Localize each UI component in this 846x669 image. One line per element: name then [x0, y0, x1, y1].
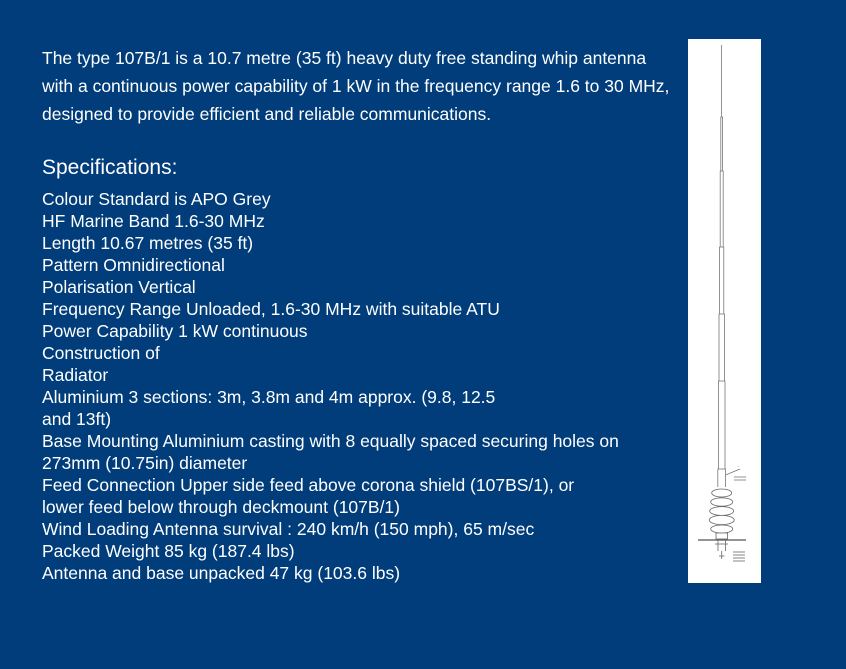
spec-line: Wind Loading Antenna survival : 240 km/h (150 mph), 65 m/sec: [42, 519, 535, 539]
spec-line: Packed Weight 85 kg (187.4 lbs): [42, 541, 295, 561]
spec-line: Feed Connection Upper side feed above corona shield (107BS/1), or: [42, 475, 575, 495]
svg-text:~: ~: [737, 464, 740, 469]
spec-line: Colour Standard is APO Grey: [42, 189, 271, 209]
antenna-diagram: [688, 39, 761, 583]
spec-line: Aluminium 3 sections: 3m, 3.8m and 4m approx. (9.8, 12.5: [42, 387, 496, 407]
specifications-list: [42, 188, 682, 584]
spec-line: lower feed below through deckmount (107B/1): [42, 497, 400, 517]
spec-line: Construction of: [42, 343, 160, 363]
spec-line: Power Capability 1 kW continuous: [42, 321, 308, 341]
specifications-heading: Specifications:: [42, 156, 178, 179]
spec-line: HF Marine Band 1.6-30 MHz: [42, 211, 265, 231]
spec-line: Antenna and base unpacked 47 kg (103.6 lbs): [42, 563, 401, 583]
spec-line: Base Mounting Aluminium casting with 8 equally spaced securing holes on: [42, 431, 619, 451]
spec-line: 273mm (10.75in) diameter: [42, 453, 248, 473]
spec-line: Polarisation Vertical: [42, 277, 196, 297]
antenna-drawing: [688, 39, 761, 583]
spec-line: Length 10.67 metres (35 ft): [42, 233, 254, 253]
spec-line: Radiator: [42, 365, 109, 385]
spec-line: and 13ft): [42, 409, 112, 429]
intro-paragraph: The type 107B/1 is a 10.7 metre (35 ft) heavy duty free standing whip antenna with a continuous power capability of 1 kW in the frequency range 1.6 to 30 MHz, designed to provide efficient and reliable communications.: [42, 48, 670, 124]
spec-line: Frequency Range Unloaded, 1.6-30 MHz with suitable ATU: [42, 299, 500, 319]
spec-line: Pattern Omnidirectional: [42, 255, 225, 275]
corona-shield: [709, 489, 734, 539]
